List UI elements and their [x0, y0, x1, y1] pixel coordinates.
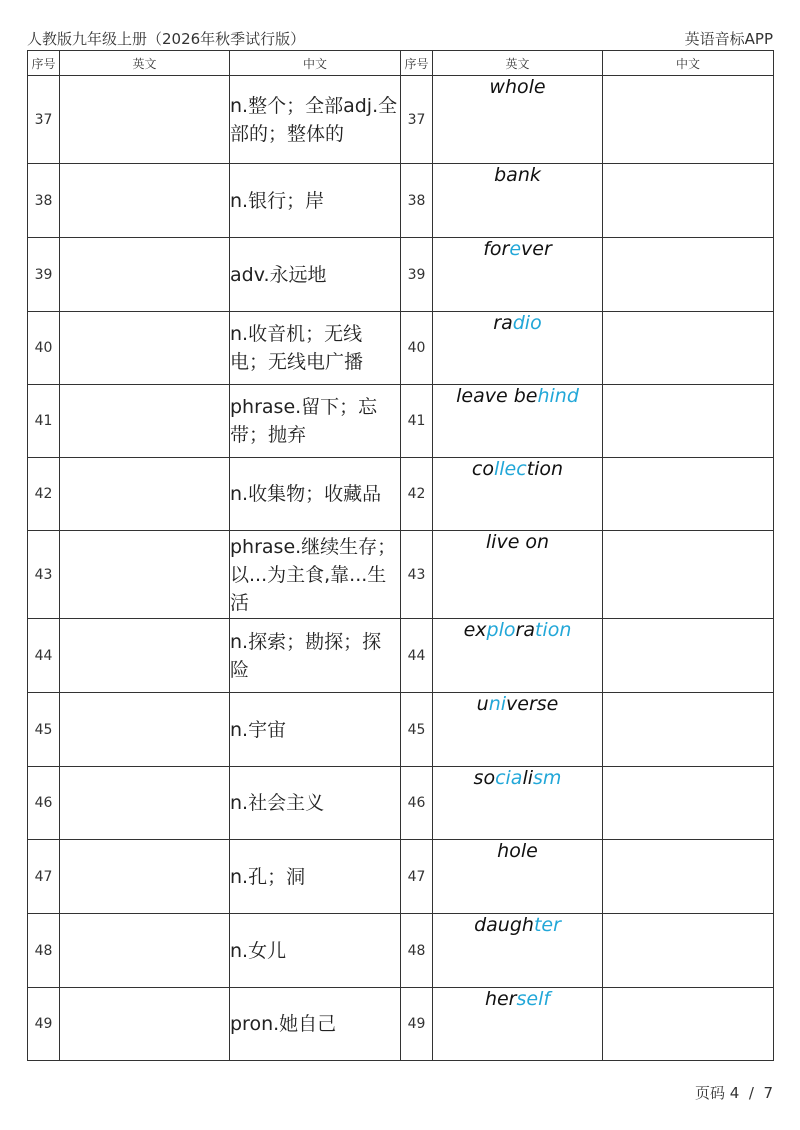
syllable: li: [522, 767, 534, 789]
column-header-number: 序号: [28, 51, 60, 76]
chinese-answer-cell: [603, 164, 774, 238]
english-word: [433, 385, 603, 458]
highlighted-syllable: e: [509, 238, 522, 260]
row-number-2: 45: [401, 693, 433, 767]
highlighted-syllable: ter: [533, 914, 561, 936]
table-row: [28, 531, 774, 619]
chinese-answer-cell: [603, 385, 774, 458]
syllable: live on: [485, 531, 550, 553]
english-answer-cell: [60, 164, 230, 238]
row-number-2: 46: [401, 767, 433, 840]
row-number-2: 38: [401, 164, 433, 238]
page-separator: /: [744, 1084, 759, 1102]
book-title: 人教版九年级上册（2026年秋季试行版）: [27, 30, 306, 48]
column-header-chinese: 中文: [230, 51, 401, 76]
syllable: bank: [494, 164, 541, 186]
english-word: [433, 458, 603, 531]
page-label: 页码: [694, 1084, 725, 1102]
row-number-2: 43: [401, 531, 433, 619]
english-word: [433, 840, 603, 914]
row-number-2: 47: [401, 840, 433, 914]
table-row: [28, 385, 774, 458]
syllable: ex: [463, 619, 487, 641]
english-word: [433, 914, 603, 988]
syllable: for: [483, 238, 510, 260]
english-answer-cell: [60, 619, 230, 693]
syllable: her: [484, 988, 517, 1010]
syllable: u: [476, 693, 489, 715]
english-answer-cell: [60, 693, 230, 767]
row-number: 42: [28, 458, 60, 531]
table-row: [28, 238, 774, 312]
syllable: verse: [506, 693, 559, 715]
english-word: [433, 693, 603, 767]
chinese-answer-cell: [603, 619, 774, 693]
column-header-chinese-2: 中文: [603, 51, 774, 76]
highlighted-syllable: cia: [495, 767, 523, 789]
chinese-answer-cell: [603, 914, 774, 988]
row-number: 41: [28, 385, 60, 458]
chinese-meaning: n.收音机；无线电；无线电广播: [230, 312, 401, 385]
row-number: 39: [28, 238, 60, 312]
english-word: [433, 619, 603, 693]
chinese-meaning: n.银行；岸: [230, 164, 401, 238]
table-row: [28, 693, 774, 767]
english-word: [433, 76, 603, 164]
row-number-2: 39: [401, 238, 433, 312]
chinese-answer-cell: [603, 840, 774, 914]
column-header-english-2: 英文: [433, 51, 603, 76]
highlighted-syllable: ni: [488, 693, 507, 715]
chinese-meaning: n.探索；勘探；探险: [230, 619, 401, 693]
english-answer-cell: [60, 238, 230, 312]
syllable: daugh: [474, 914, 534, 936]
english-word: [433, 531, 603, 619]
row-number: 47: [28, 840, 60, 914]
table-row: [28, 164, 774, 238]
syllable: tion: [526, 458, 564, 480]
syllable: ra: [493, 312, 513, 334]
page-number: [695, 1082, 773, 1103]
syllable: ver: [521, 238, 552, 260]
row-number: 40: [28, 312, 60, 385]
highlighted-syllable: sm: [533, 767, 562, 789]
row-number-2: 40: [401, 312, 433, 385]
highlighted-syllable: hind: [537, 385, 579, 407]
table-row: [28, 76, 774, 164]
english-word: [433, 312, 603, 385]
table-row: [28, 312, 774, 385]
english-word: [433, 164, 603, 238]
row-number-2: 41: [401, 385, 433, 458]
english-word: [433, 238, 603, 312]
chinese-answer-cell: [603, 531, 774, 619]
highlighted-syllable: plo: [486, 619, 516, 641]
table-row: [28, 767, 774, 840]
english-answer-cell: [60, 385, 230, 458]
chinese-answer-cell: [603, 458, 774, 531]
chinese-meaning: phrase.留下；忘带；抛弃: [230, 385, 401, 458]
row-number-2: 48: [401, 914, 433, 988]
row-number-2: 42: [401, 458, 433, 531]
syllable: leave be: [456, 385, 538, 407]
row-number: 44: [28, 619, 60, 693]
highlighted-syllable: tion: [534, 619, 572, 641]
page-header: [27, 28, 773, 50]
vocabulary-table: [27, 50, 774, 1061]
syllable: so: [473, 767, 496, 789]
english-answer-cell: [60, 840, 230, 914]
chinese-meaning: adv.永远地: [230, 238, 401, 312]
english-answer-cell: [60, 76, 230, 164]
app-name: 英语音标APP: [684, 30, 773, 48]
syllable: co: [471, 458, 494, 480]
syllable: hole: [497, 840, 538, 862]
syllable: ra: [515, 619, 535, 641]
row-number: 38: [28, 164, 60, 238]
row-number: 37: [28, 76, 60, 164]
english-answer-cell: [60, 914, 230, 988]
total-pages: 7: [763, 1084, 773, 1102]
chinese-meaning: n.孔；洞: [230, 840, 401, 914]
chinese-meaning: phrase.继续生存；以...为主食,靠...生活: [230, 531, 401, 619]
row-number-2: 49: [401, 988, 433, 1061]
table-row: [28, 988, 774, 1061]
chinese-meaning: n.整个；全部adj.全部的；整体的: [230, 76, 401, 164]
row-number: 49: [28, 988, 60, 1061]
highlighted-syllable: llec: [493, 458, 527, 480]
table-row: [28, 619, 774, 693]
table-row: [28, 840, 774, 914]
table-row: [28, 458, 774, 531]
column-header-english: 英文: [60, 51, 230, 76]
table-row: [28, 914, 774, 988]
chinese-answer-cell: [603, 988, 774, 1061]
chinese-answer-cell: [603, 767, 774, 840]
chinese-answer-cell: [603, 693, 774, 767]
row-number: 43: [28, 531, 60, 619]
chinese-answer-cell: [603, 238, 774, 312]
chinese-meaning: n.女儿: [230, 914, 401, 988]
row-number-2: 44: [401, 619, 433, 693]
table-header-row: [28, 51, 774, 76]
highlighted-syllable: self: [516, 988, 551, 1010]
chinese-meaning: n.收集物；收藏品: [230, 458, 401, 531]
english-word: [433, 988, 603, 1061]
chinese-meaning: n.社会主义: [230, 767, 401, 840]
row-number: 45: [28, 693, 60, 767]
english-answer-cell: [60, 531, 230, 619]
chinese-meaning: pron.她自己: [230, 988, 401, 1061]
row-number: 46: [28, 767, 60, 840]
chinese-answer-cell: [603, 312, 774, 385]
row-number: 48: [28, 914, 60, 988]
row-number-2: 37: [401, 76, 433, 164]
chinese-meaning: n.宇宙: [230, 693, 401, 767]
highlighted-syllable: dio: [512, 312, 542, 334]
english-answer-cell: [60, 312, 230, 385]
english-word: [433, 767, 603, 840]
english-answer-cell: [60, 767, 230, 840]
english-answer-cell: [60, 458, 230, 531]
current-page: 4: [729, 1084, 740, 1102]
syllable: whole: [489, 76, 546, 98]
column-header-number-2: 序号: [401, 51, 433, 76]
chinese-answer-cell: [603, 76, 774, 164]
english-answer-cell: [60, 988, 230, 1061]
